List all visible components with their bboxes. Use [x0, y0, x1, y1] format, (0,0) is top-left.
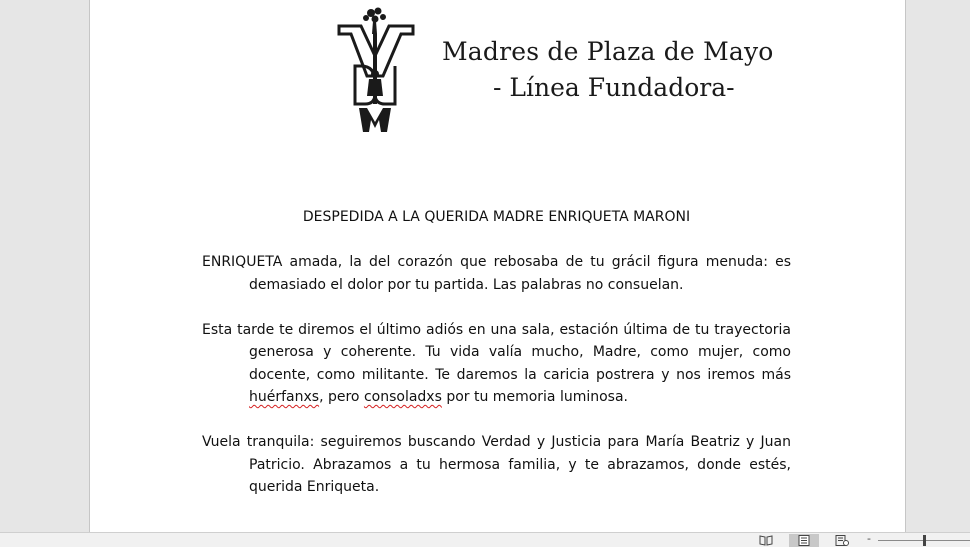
- web-layout-icon: [835, 535, 849, 546]
- organization-subtitle: - Línea Fundadora-: [493, 73, 735, 102]
- document-page[interactable]: [89, 0, 906, 532]
- web-layout-button[interactable]: [827, 534, 857, 547]
- organization-title: Madres de Plaza de Mayo: [442, 37, 774, 66]
- zoom-out-button[interactable]: -: [867, 532, 871, 545]
- madres-logo: [331, 4, 774, 134]
- madres-emblem-icon: [331, 4, 421, 134]
- print-layout-button[interactable]: [789, 534, 819, 547]
- document-body[interactable]: [202, 206, 791, 521]
- zoom-slider-thumb[interactable]: [923, 535, 926, 546]
- document-heading: DESPEDIDA A LA QUERIDA MADRE ENRIQUETA MARONI: [302, 209, 691, 225]
- spellcheck-word[interactable]: consoladxs: [363, 389, 442, 405]
- paragraph-2: [202, 319, 791, 409]
- print-layout-icon: [798, 535, 810, 546]
- paragraph-2-text-c: , pero: [319, 389, 364, 405]
- paragraph-2-text-e: por tu memoria luminosa.: [441, 389, 628, 405]
- paragraph-3: Vuela tranquila: seguiremos buscando Verdad y Justicia para María Beatriz y Juan Patricio. Abrazamos a tu hermosa familia, y te abrazamos, donde estés, querida Enriqueta.: [202, 434, 791, 495]
- status-bar: [0, 532, 970, 547]
- read-mode-icon: [759, 535, 773, 546]
- paragraph-1: ENRIQUETA amada, la del corazón que rebosaba de tu grácil figura menuda: es demasiado el dolor por tu partida. Las palabras no consuelan.: [202, 254, 791, 293]
- paragraph-2-text-a: Esta tarde te diremos el último adiós en una sala, estación última de tu trayectoria generosa y coherente. Tu vida valía mucho, Madre, como mujer, como docente, como militante. Te daremos la caricia postrera y nos iremos más: [202, 321, 791, 383]
- spellcheck-word[interactable]: huérfanxs: [249, 389, 320, 405]
- read-mode-button[interactable]: [751, 534, 781, 547]
